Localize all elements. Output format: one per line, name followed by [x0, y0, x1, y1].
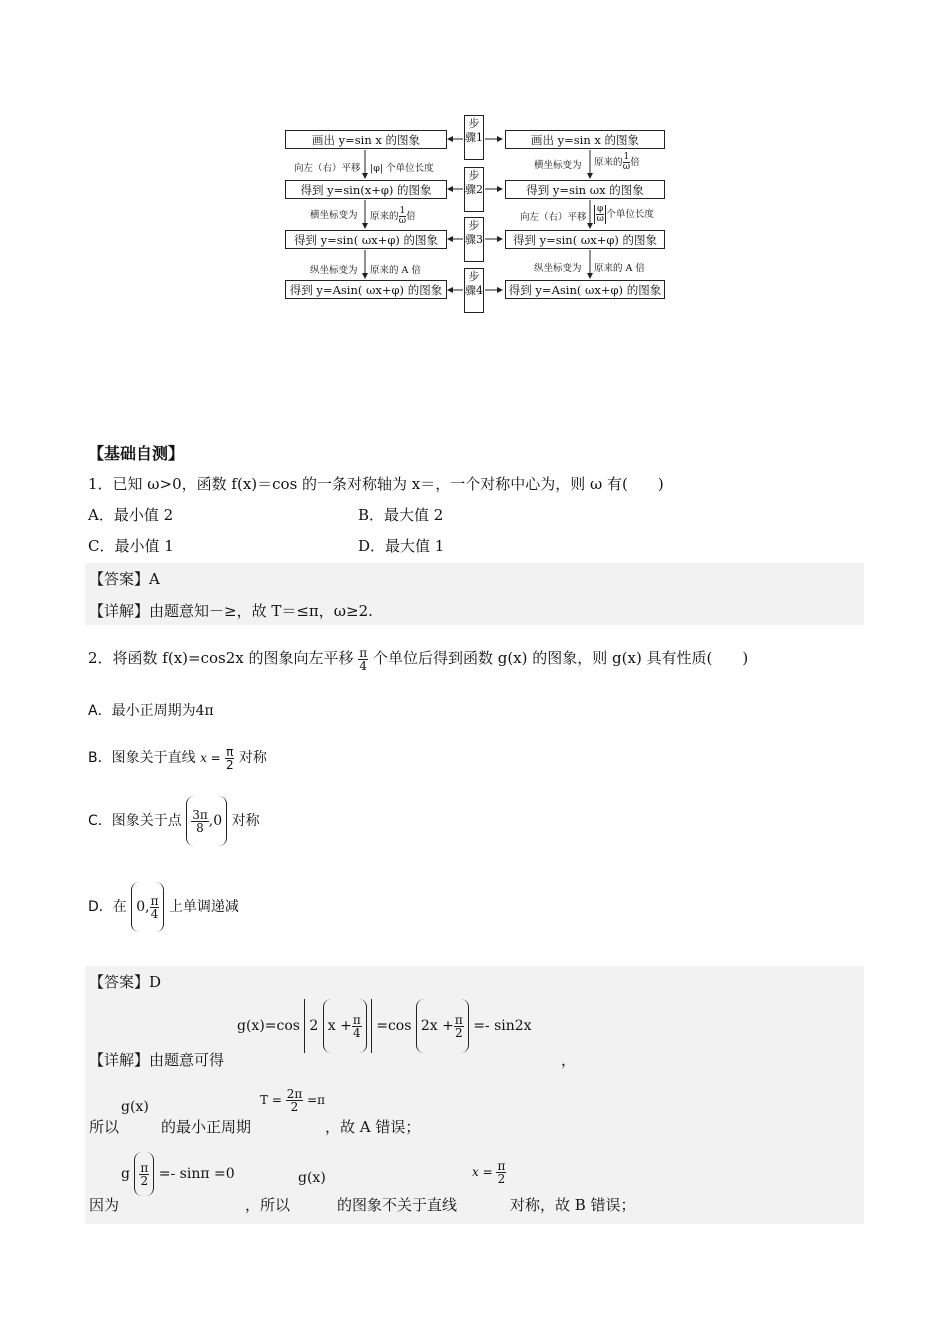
left-label-A: 原来的 A 倍 — [370, 265, 421, 276]
q2-line2-period: 的最小正周期 — [161, 1118, 252, 1136]
right-label-units: $\frac{\varphi}{\omega}$ 个单位长度 — [594, 205, 654, 224]
step-4: 步骤4 — [464, 268, 484, 313]
q2-option-a: A．最小正周期为4π — [88, 703, 214, 719]
q2-detail-label: 【详解】由题意可得 — [89, 1051, 225, 1069]
q2-line3-so: ，所以 — [245, 1196, 291, 1214]
left-box-4: 得到 y=Asin( ωx+φ) 的图象 — [285, 280, 447, 299]
q1-stem: 1．已知 ω>0，函数 f(x)＝cos 的一条对称轴为 x＝，一个对称中心为，则 ω 有( ) — [88, 475, 664, 493]
section-title: 【基础自测】 — [88, 444, 185, 463]
q2-line2-gx: g(x) — [121, 1099, 149, 1115]
right-label-orig: 原来的 $\frac{1}{\omega}$ 倍 — [594, 152, 640, 172]
right-box-2: 得到 y=sin ωx 的图象 — [505, 180, 665, 199]
q2-line2-conclusion: ，故 A 错误； — [325, 1118, 421, 1136]
right-label-shift: 向左（右）平移 — [520, 212, 587, 223]
q2-option-b: B．图象关于直线 x = $\frac{\pi}{2}$ 对称 — [88, 744, 267, 772]
transform-diagram — [280, 110, 670, 320]
q2-line2-T: T = $\frac{2\pi}{2}$ =π — [260, 1087, 326, 1114]
right-box-3: 得到 y=sin( ωx+φ) 的图象 — [505, 230, 665, 249]
q2-answer-block — [85, 966, 864, 1224]
q2-comma: ， — [561, 1051, 577, 1069]
q1-option-d: D．最大值 1 — [358, 537, 445, 555]
step-2: 步骤2 — [464, 167, 484, 212]
left-box-3: 得到 y=sin( ωx+φ) 的图象 — [285, 230, 447, 249]
q1-option-b: B．最大值 2 — [358, 506, 444, 524]
step-1: 步骤1 — [464, 115, 484, 160]
q2-line3-conclusion: 对称，故 B 错误； — [510, 1196, 636, 1214]
step-3: 步骤3 — [464, 217, 484, 262]
q1-option-c: C．最小值 1 — [88, 537, 174, 555]
right-label-A: 原来的 A 倍 — [594, 263, 645, 274]
q2-option-c: C．图象关于点 $\frac{3\pi}{8}$ ,0 对称 — [88, 796, 260, 846]
left-label-vert: 纵坐标变为 — [310, 265, 358, 276]
q2-line3-line: x = $\frac{\pi}{2}$ — [472, 1159, 506, 1186]
right-box-4: 得到 y=Asin( ωx+φ) 的图象 — [505, 280, 665, 299]
q2-equation-1: g(x)=cos 2 x + $\frac{\pi}{4}$ =cos 2x + $\frac{\pi}{2}$ =- sin2x — [237, 999, 532, 1053]
left-label-shift: 向左（右）平移 — [294, 163, 361, 174]
q2-line3-gx: g(x) — [298, 1170, 326, 1186]
q2-option-d: D．在 0, $\frac{\pi}{4}$ 上单调递减 — [88, 882, 239, 932]
q2-stem: 2．将函数 f(x)=cos2x 的图象向左平移 $\frac{\pi}{4}$ 个单位后得到函数 g(x) 的图象，则 g(x) 具有性质( ) — [88, 645, 749, 673]
q2-line3-because: 因为 — [89, 1196, 120, 1214]
left-label-orig: 原来的 $\frac{1}{\omega}$ 倍 — [370, 206, 416, 226]
q2-line3-not-sym: 的图象不关于直线 — [337, 1196, 458, 1214]
right-label-vert: 纵坐标变为 — [534, 263, 582, 274]
right-box-1: 画出 y=sin x 的图象 — [505, 130, 665, 149]
q1-detail: 【详解】由题意知－≥，故 T＝≤π，ω≥2. — [89, 602, 373, 620]
left-box-2: 得到 y=sin(x+φ) 的图象 — [285, 180, 447, 199]
q1-answer: 【答案】A — [89, 570, 160, 588]
left-label-phi: |φ| 个单位长度 — [370, 163, 434, 174]
right-label-horiz: 横坐标变为 — [534, 160, 582, 171]
left-label-horiz: 横坐标变为 — [310, 210, 358, 221]
q2-line2-so: 所以 — [89, 1118, 120, 1136]
q1-option-a: A．最小值 2 — [88, 506, 174, 524]
q2-answer: 【答案】D — [89, 973, 162, 991]
q2-line3-eq: g $\frac{\pi}{2}$ =- sinπ =0 — [121, 1152, 235, 1196]
q1-answer-block — [85, 563, 864, 625]
left-box-1: 画出 y=sin x 的图象 — [285, 130, 447, 149]
